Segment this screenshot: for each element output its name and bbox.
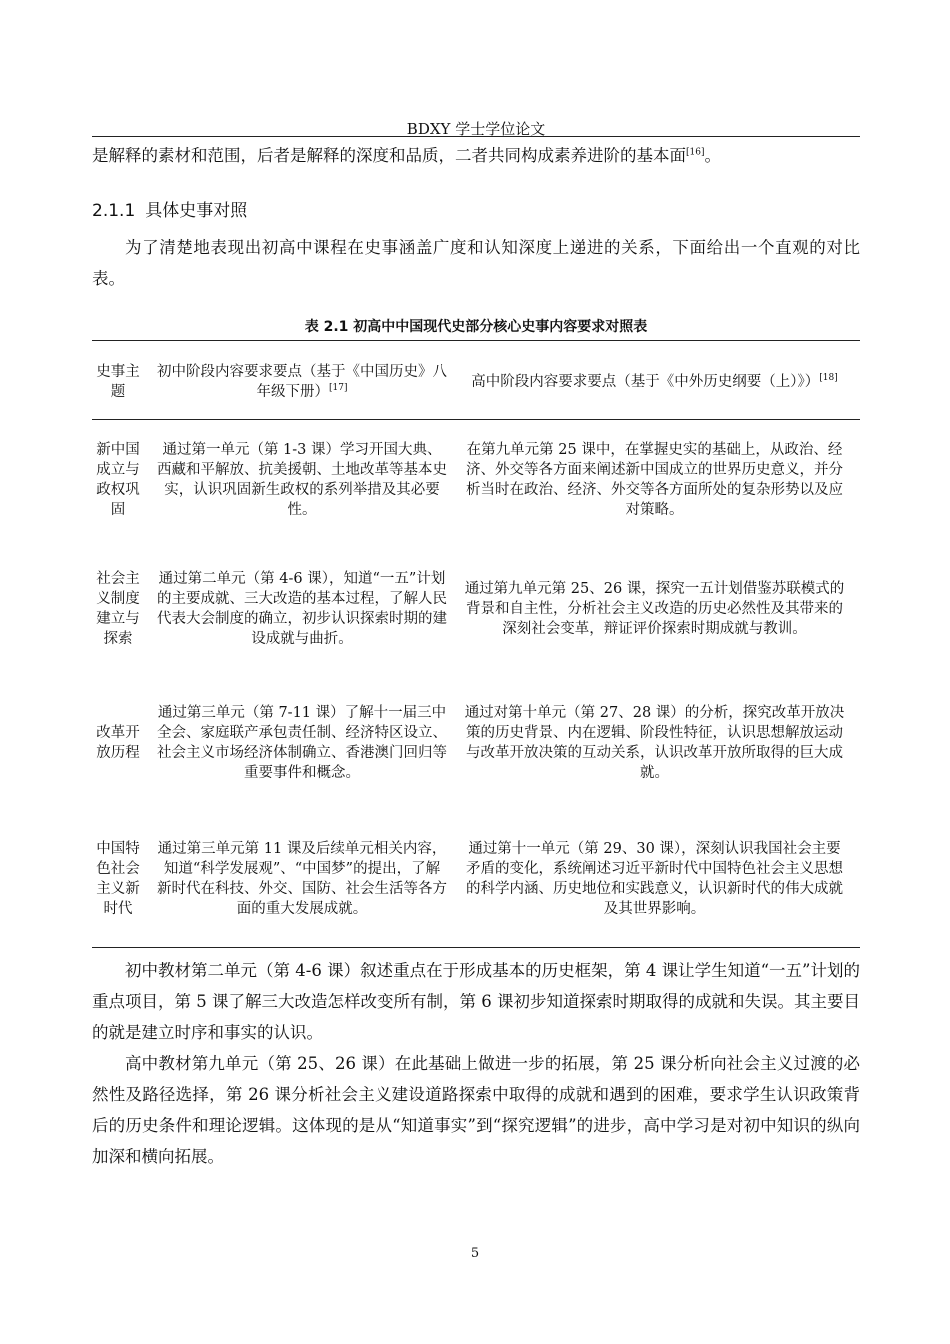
table-bottom-rule <box>92 947 860 948</box>
header-junior-text: 初中阶段内容要求要点（基于《中国历史》八年级下册） <box>157 364 447 400</box>
intro-end: 。 <box>704 146 721 165</box>
intro-text: 是解释的素材和范围，后者是解释的深度和品质，二者共同构成素养进阶的基本面 <box>92 146 686 165</box>
table-row-4-junior: 通过第三单元第 11 课及后续单元相关内容，知道“科学发展观”、“中国梦”的提出，了解新时代在科技、外交、国防、社会生活等各方面的重大发展成就。 <box>157 841 447 917</box>
table-row-1-senior: 在第九单元第 25 课中，在掌握史实的基础上，从政治、经济、外交等各方面来阐述新中国成立的世界历史意义，并分析当时在政治、经济、外交等各方面所处的复杂形势以及应对策略。 <box>466 442 843 518</box>
table-row-3-topic: 改革开放历程 <box>96 725 140 761</box>
table-row-2-junior: 通过第二单元（第 4-6 课），知道“一五”计划的主要成就、三大改造的基本过程，了解人民代表大会制度的确立，初步认识探索时期的建设成就与曲折。 <box>157 571 447 647</box>
intro-citation: [16] <box>686 147 705 158</box>
table-header-rule <box>92 419 860 420</box>
table-row-1-topic: 新中国成立与政权巩固 <box>96 442 140 518</box>
intro-paragraph <box>92 140 860 171</box>
page-header: BDXY 学士学位论文 <box>406 120 546 138</box>
page-number: 5 <box>470 1246 480 1261</box>
header-junior <box>157 352 447 412</box>
table-row-3-junior: 通过第三单元（第 7-11 课）了解十一届三中全会、家庭联产承包责任制、经济特区设立、社会主义市场经济体制确立、香港澳门回归等重要事件和概念。 <box>157 705 447 781</box>
table-row-4-topic: 中国特色社会主义新时代 <box>96 841 140 917</box>
section-number: 2.1.1 <box>92 201 136 221</box>
body-paragraph-1: 初中教材第二单元（第 4-6 课）叙述重点在于形成基本的历史框架，第 4 课让学生知道“一五”计划的重点项目，第 5 课了解三大改造怎样改变所有制，第 6 课初步知道探索时期取得的成就和失误。其主要目的就是建立时序和事实的认识。 <box>92 961 860 1042</box>
table-row-1-junior: 通过第一单元（第 1-3 课）学习开国大典、西藏和平解放、抗美援朝、土地改革等基本史实，认识巩固新生政权的系列举措及其必要性。 <box>157 442 447 518</box>
header-senior-text: 高中阶段内容要求要点（基于《中外历史纲要（上）》） <box>471 374 820 390</box>
header-rule <box>92 136 860 137</box>
table-row-2-topic: 社会主义制度建立与探索 <box>96 571 140 647</box>
table-caption: 表 2.1 初高中中国现代史部分核心史事内容要求对照表 <box>304 319 648 335</box>
table-row-4-senior: 通过第十一单元（第 29、30 课），深刻认识我国社会主要矛盾的变化，系统阐述习近平新时代中国特色社会主义思想的科学内涵、历史地位和实践意义，认识新时代的伟大成就及其世界影响。 <box>466 841 843 917</box>
header-senior <box>462 352 847 412</box>
table-top-rule <box>92 340 860 341</box>
table-row-3-senior: 通过对第十单元（第 27、28 课）的分析，探究改革开放决策的历史背景、内在逻辑、阶段性特征，认识思想解放运动与改革开放决策的互动关系，认识改革开放所取得的巨大成就。 <box>464 705 845 781</box>
section-heading <box>92 196 247 221</box>
table-row-2-senior: 通过第九单元第 25、26 课，探究一五计划借鉴苏联模式的背景和自主性，分析社会主义改造的历史必然性及其带来的深刻社会变革，辩证评价探索时期成就与教训。 <box>464 581 845 637</box>
header-topic: 史事主题 <box>96 364 140 400</box>
header-junior-citation: [17] <box>329 383 348 394</box>
lead-paragraph: 为了清楚地表现出初高中课程在史事涵盖广度和认知深度上递进的关系，下面给出一个直观的对比表。 <box>92 238 860 288</box>
header-senior-citation: [18] <box>819 373 838 384</box>
body-paragraph-2: 高中教材第九单元（第 25、26 课）在此基础上做进一步的拓展，第 25 课分析向社会主义过渡的必然性及路径选择，第 26 课分析社会主义建设道路探索中取得的成就和遇到的困难，要求学生认识政策背后的历史条件和理论逻辑。这体现的是从“知道事实”到“探究逻辑”的进步，高中学习是对初中知识的纵向加深和横向拓展。 <box>92 1054 860 1166</box>
section-title: 具体史事对照 <box>145 201 248 221</box>
